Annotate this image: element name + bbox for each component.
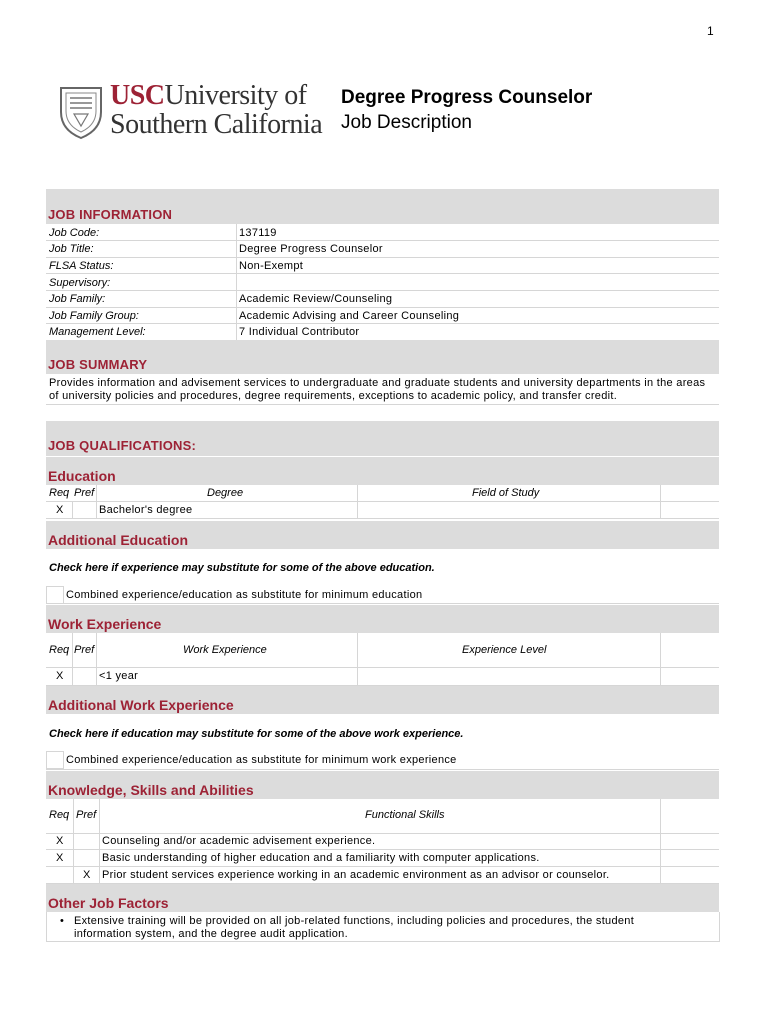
job-family-group-label: Job Family Group: [49,310,139,322]
other-job-factors-bullet: • [60,915,65,927]
ksa-row-1-text: Counseling and/or academic advisement experience. [102,835,376,847]
work-experience-heading: Work Experience [48,616,162,632]
work-col-pref: Pref [74,644,95,656]
management-level-value: 7 Individual Contributor [239,326,360,338]
additional-education-check-text: Check here if experience may substitute for some of the above education. [49,562,435,574]
work-row-experience: <1 year [99,670,139,682]
substitute-work-checkbox[interactable] [46,751,64,769]
ksa-heading: Knowledge, Skills and Abilities [48,782,254,798]
work-col-level: Experience Level [462,644,547,656]
education-col-field: Field of Study [472,487,540,499]
additional-education-heading: Additional Education [48,532,188,548]
substitute-education-checkbox[interactable] [46,586,64,604]
supervisory-label: Supervisory: [49,277,111,289]
job-qualifications-heading: JOB QUALIFICATIONS: [48,438,196,453]
flsa-status-label: FLSA Status: [49,260,114,272]
logo-line-2: Southern California [110,109,323,140]
ksa-row-3-text: Prior student services experience working in an academic environment as an advisor or counselor. [102,869,610,881]
work-row-req: X [56,670,64,682]
logo-line-1: USCUniversity of [110,80,307,111]
job-code-value: 137119 [239,227,277,239]
education-col-pref: Pref [74,487,95,499]
ksa-row-2-text: Basic understanding of higher education and a familiarity with computer applications. [102,852,540,864]
education-col-req: Req [49,487,70,499]
job-family-group-value: Academic Advising and Career Counseling [239,310,460,322]
other-job-factors-line-1: Extensive training will be provided on all job-related functions, including policies and procedures, the student [74,915,635,927]
ksa-row-3-pref: X [83,869,91,881]
flsa-status-value: Non-Exempt [239,260,304,272]
job-family-value: Academic Review/Counseling [239,293,393,305]
education-heading: Education [48,468,116,484]
job-summary-line-2: of university policies and procedures, degree requirements, exceptions to academic policy, and transfer credit. [49,390,618,402]
job-title-value: Degree Progress Counselor [239,243,383,255]
document-title: Degree Progress Counselor [341,87,593,108]
education-row-req: X [56,504,64,516]
job-family-label: Job Family: [49,293,106,305]
work-col-experience: Work Experience [183,644,267,656]
usc-seal-icon [58,84,104,140]
other-job-factors-box [46,912,720,942]
management-level-label: Management Level: [49,326,146,338]
job-code-label: Job Code: [49,227,100,239]
other-job-factors-line-2: information system, and the degree audit application. [74,928,348,940]
usc-logo [58,82,328,144]
ksa-row-1-req: X [56,835,64,847]
work-col-req: Req [49,644,70,656]
education-row-degree: Bachelor's degree [99,504,193,516]
education-band [46,457,719,485]
job-summary-heading: JOB SUMMARY [48,357,148,372]
ksa-col-req: Req [49,809,70,821]
ksa-row-2-req: X [56,852,64,864]
job-summary-line-1: Provides information and advisement services to undergraduate and graduate students and university departments in the areas [49,377,706,389]
job-information-heading: JOB INFORMATION [48,207,173,222]
additional-work-combined: Combined experience/education as substitute for minimum work experience [66,754,457,766]
ksa-col-pref: Pref [76,809,97,821]
education-col-degree: Degree [207,487,244,499]
job-title-label: Job Title: [49,243,94,255]
page-number: 1 [707,24,714,38]
other-job-factors-heading: Other Job Factors [48,895,169,911]
additional-education-combined: Combined experience/education as substitute for minimum education [66,589,423,601]
ksa-col-skills: Functional Skills [365,809,445,821]
document-subtitle: Job Description [341,112,472,133]
additional-work-experience-heading: Additional Work Experience [48,697,234,713]
additional-work-check-text: Check here if education may substitute for some of the above work experience. [49,728,464,740]
